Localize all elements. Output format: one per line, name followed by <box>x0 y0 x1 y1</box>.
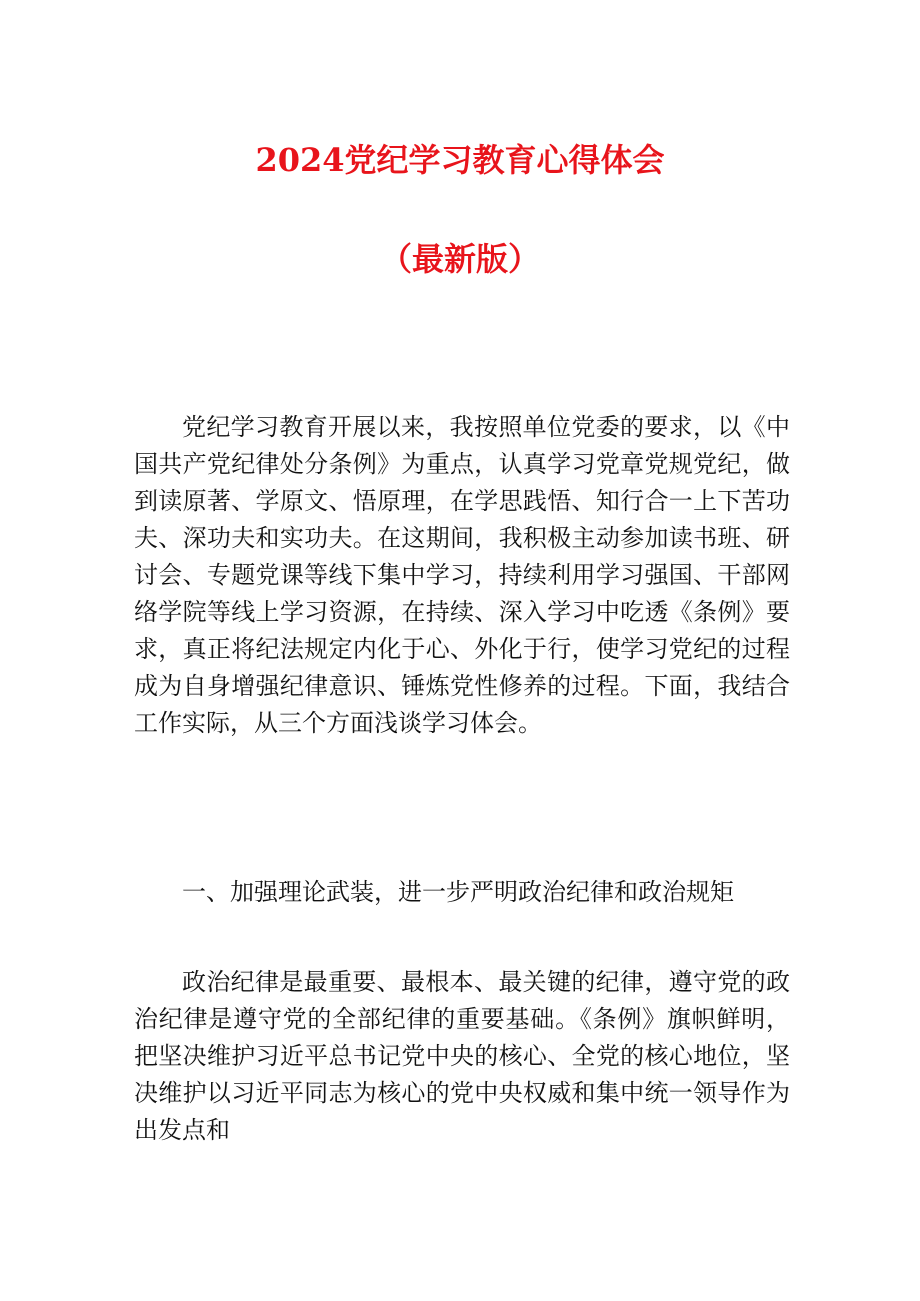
document-title: 2024党纪学习教育心得体会 <box>255 141 665 179</box>
document-subtitle: （最新版） <box>379 240 540 278</box>
section-1-paragraph: 政治纪律是最重要、最根本、最关键的纪律，遵守党的政治纪律是遵守党的全部纪律的重要基础。《条例》旗帜鲜明，把坚决维护习近平总书记党中央的核心、全党的核心地位，坚决维护以习近平同志为核心的党中央权威和集中统一领导作为出发点和 <box>134 968 790 1144</box>
section-heading-1: 一、加强理论武装，进一步严明政治纪律和政治规矩 <box>182 878 734 906</box>
intro-paragraph: 党纪学习教育开展以来，我按照单位党委的要求，以《中国共产党纪律处分条例》为重点，认真学习党章党规党纪，做到读原著、学原文、悟原理，在学思践悟、知行合一上下苦功夫、深功夫和实功夫。在这期间，我积极主动参加读书班、研讨会、专题党课等线下集中学习，持续利用学习强国、干部网络学院等线上学习资源，在持续、深入学习中吃透《条例》要求，真正将纪法规定内化于心、外化于行，使学习党纪的过程成为自身增强纪律意识、锤炼党性修养的过程。下面，我结合工作实际，从三个方面浅谈学习体会。 <box>134 413 790 737</box>
